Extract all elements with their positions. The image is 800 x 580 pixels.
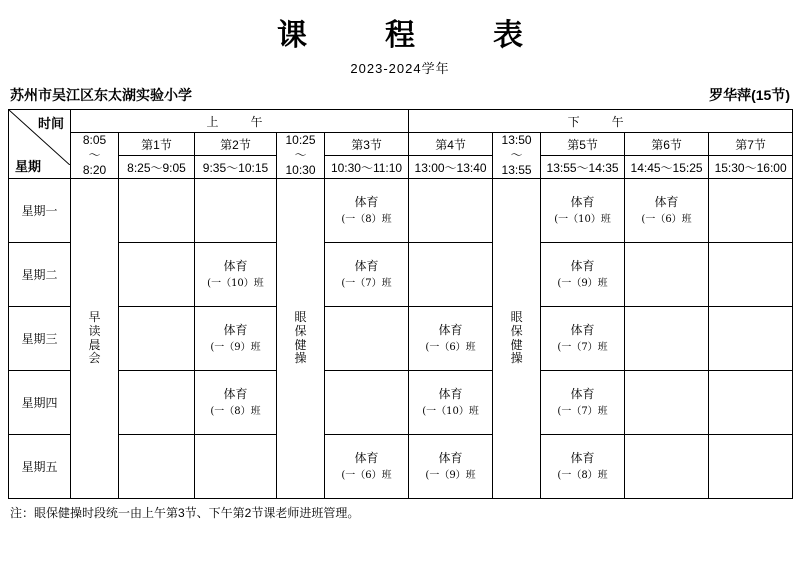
cell-tue-p5[interactable] [541,243,625,307]
cell-mon-p4[interactable] [409,179,493,243]
cell-wed-p4[interactable] [409,307,493,371]
break-col-2 [277,133,325,179]
subject-class: (一（9）班 [210,341,261,353]
cell-mon-p3[interactable] [325,179,409,243]
subject-class: (一（9）班 [557,277,608,289]
cell-mon-p6[interactable] [625,179,709,243]
period-name-1: 第1节 [119,133,195,156]
cell-wed-p5[interactable] [541,307,625,371]
morning-reading-cell [71,179,119,499]
subject-name: 体育 [438,387,463,402]
period-time-2: 9:35～10:15 [195,156,277,179]
cell-fri-p3[interactable] [325,435,409,499]
corner-time-label: 时间 [37,116,64,131]
break-col-1 [71,133,119,179]
school-name: 苏州市吴江区东太湖实验小学 [10,87,192,103]
subject-class: (一（10）班 [554,213,611,225]
cell-wed-p2[interactable] [195,307,277,371]
cell-thu-p3[interactable] [325,371,409,435]
subject-name: 体育 [223,259,248,274]
eye-exercise-afternoon-text: 眼保健操 [510,309,524,366]
cell-tue-p1[interactable] [119,243,195,307]
cell-mon-p5[interactable] [541,179,625,243]
subject-name: 体育 [570,451,595,466]
period-time-7: 15:30～16:00 [709,156,793,179]
footer-note: 注：眼保健操时段统一由上午第3节、下午第2节课老师进班管理。 [10,506,360,520]
cell-tue-p3[interactable] [325,243,409,307]
period-time-5: 13:55～14:35 [541,156,625,179]
eye-exercise-afternoon-cell [493,179,541,499]
cell-fri-p2[interactable] [195,435,277,499]
period-time-6: 14:45～15:25 [625,156,709,179]
subject-name: 体育 [654,195,679,210]
morning-reading-text: 早读晨会 [88,309,102,366]
day-label-mon: 星期一 [9,179,71,243]
teacher-name: 罗华萍(15节) [709,87,790,103]
cell-tue-p2[interactable] [195,243,277,307]
subject-class: (一（8）班 [341,213,392,225]
subject-class: (一（6）班 [641,213,692,225]
break-col-1-start: 8:05 [82,133,107,147]
subject-class: (一（10）班 [422,405,479,417]
cell-wed-p7[interactable] [709,307,793,371]
subject-name: 体育 [223,387,248,402]
break-col-2-start: 10:25 [285,133,316,147]
academic-year: 2023-2024学年 [350,61,450,76]
corner-header [9,110,71,179]
cell-wed-p6[interactable] [625,307,709,371]
break-col-2-tilde: ～ [294,148,307,162]
period-name-4: 第4节 [409,133,493,156]
subject-name: 体育 [570,259,595,274]
period-time-row [9,156,793,179]
subject-name: 体育 [354,259,379,274]
table-row [9,307,793,371]
corner-week-label: 星期 [15,159,42,174]
period-name-2: 第2节 [195,133,277,156]
session-header-row [9,110,793,133]
cell-fri-p6[interactable] [625,435,709,499]
subject-name: 体育 [223,323,248,338]
period-name-3: 第3节 [325,133,409,156]
day-label-fri: 星期五 [9,435,71,499]
eye-exercise-morning-cell [277,179,325,499]
cell-fri-p5[interactable] [541,435,625,499]
cell-wed-p3[interactable] [325,307,409,371]
subject-name: 体育 [354,451,379,466]
table-row [9,371,793,435]
subject-class: (一（6）班 [341,469,392,481]
break-col-1-end: 8:20 [82,163,107,177]
cell-mon-p2[interactable] [195,179,277,243]
session-afternoon: 下 午 [409,110,793,133]
cell-fri-p1[interactable] [119,435,195,499]
subject-class: (一（10）班 [207,277,264,289]
cell-thu-p2[interactable] [195,371,277,435]
subject-name: 体育 [438,451,463,466]
cell-wed-p1[interactable] [119,307,195,371]
break-col-3-tilde: ～ [510,148,523,162]
page-title: 课 程 表 [277,18,547,53]
day-label-thu: 星期四 [9,371,71,435]
break-col-3 [493,133,541,179]
break-col-3-end: 13:55 [501,163,532,177]
period-name-5: 第5节 [541,133,625,156]
table-row [9,179,793,243]
period-name-7: 第7节 [709,133,793,156]
eye-exercise-morning-text: 眼保健操 [294,309,308,366]
subject-class: (一（8）班 [210,405,261,417]
subject-class: (一（8）班 [557,469,608,481]
session-morning: 上 午 [71,110,409,133]
cell-fri-p7[interactable] [709,435,793,499]
school-teacher-line [8,85,792,105]
cell-mon-p1[interactable] [119,179,195,243]
cell-thu-p4[interactable] [409,371,493,435]
period-time-4: 13:00～13:40 [409,156,493,179]
subject-name: 体育 [570,323,595,338]
cell-thu-p5[interactable] [541,371,625,435]
subject-class: (一（7）班 [557,341,608,353]
subject-class: (一（7）班 [341,277,392,289]
cell-thu-p1[interactable] [119,371,195,435]
subject-name: 体育 [438,323,463,338]
table-row [9,243,793,307]
cell-mon-p7[interactable] [709,179,793,243]
subject-class: (一（6）班 [425,341,476,353]
cell-tue-p6[interactable] [625,243,709,307]
day-label-tue: 星期二 [9,243,71,307]
cell-tue-p7[interactable] [709,243,793,307]
break-col-2-end: 10:30 [285,163,316,177]
break-col-1-tilde: ～ [88,148,101,162]
period-time-3: 10:30～11:10 [325,156,409,179]
period-name-6: 第6节 [625,133,709,156]
subject-class: (一（9）班 [425,469,476,481]
period-time-1: 8:25～9:05 [119,156,195,179]
break-col-3-start: 13:50 [501,133,532,147]
cell-tue-p4[interactable] [409,243,493,307]
period-name-row [9,133,793,156]
day-label-wed: 星期三 [9,307,71,371]
subject-name: 体育 [570,387,595,402]
cell-fri-p4[interactable] [409,435,493,499]
subject-class: (一（7）班 [557,405,608,417]
cell-thu-p7[interactable] [709,371,793,435]
subject-name: 体育 [354,195,379,210]
cell-thu-p6[interactable] [625,371,709,435]
table-row [9,435,793,499]
schedule-table [8,109,793,499]
subject-name: 体育 [570,195,595,210]
